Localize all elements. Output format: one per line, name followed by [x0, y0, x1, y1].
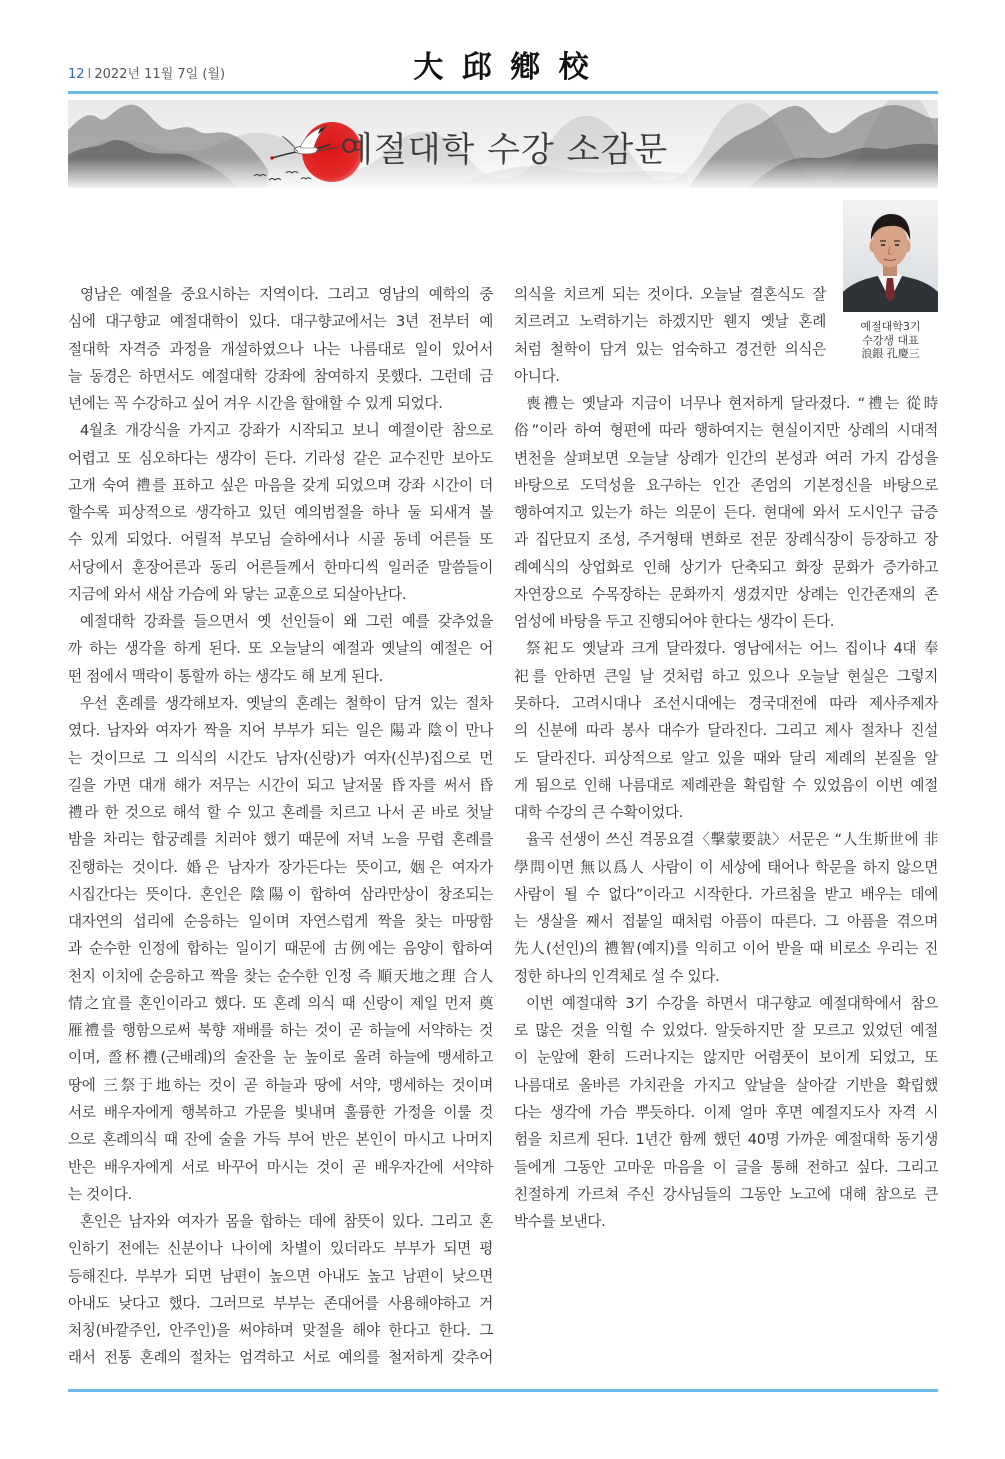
- article-line: 고개 숙여 禮를 표하고 싶은 마음을 갖게 되었으며 강좌 시간이 더: [68, 476, 493, 494]
- article-line: 俗”이라 하여 형편에 따라 행하여지는 현실이지만 상례의 시대적: [514, 422, 938, 440]
- article-left-column: [68, 281, 493, 1372]
- article-line: 學問이면 無以爲人 사람이 이 세상에 태어나 학문을 하지 않으면: [514, 858, 938, 876]
- article-line: 래서 전통 혼례의 절차는 엄격하고 서로 예의를 철저하게 갖추어: [68, 1349, 493, 1367]
- newspaper-masthead: 大 邱 鄕 校: [413, 50, 593, 85]
- article-line: 반은 배우자에게 서로 바꾸어 마시는 것이 곧 배우자간에 서약하: [68, 1158, 493, 1176]
- article-line: 바탕으로 도덕성을 요구하는 인간 존엄의 기본정신을 바탕으로: [514, 476, 938, 494]
- article-line: 다는 생각에 가슴 뿌듯하다. 이제 얼마 후면 예절지도사 자격 시: [514, 1103, 938, 1121]
- article-line: 절대학 자격증 과정을 개설하였으나 나는 나름대로 일이 있어서: [68, 340, 493, 358]
- article-line: 예절대학 강좌를 들으면서 옛 선인들이 왜 그런 예를 갖추었을: [80, 613, 493, 631]
- article-line: 등해진다. 부부가 되면 남편이 높으면 아내도 높고 남편이 낮으면: [68, 1267, 493, 1285]
- article-line: 서당에서 훈장어른과 동리 어른들께서 한마디씩 일러준 말씀들이: [68, 558, 493, 576]
- article-paragraph: [514, 990, 938, 1235]
- article-line: 험을 치르게 된다. 1년간 함께 했던 40명 가까운 예절대학 동기생: [514, 1131, 938, 1149]
- article-line: 변천을 살펴보면 오늘날 상례가 인간의 본성과 여러 가지 감성을: [514, 449, 938, 467]
- article-line: 친절하게 가르쳐 주신 강사님들의 그동안 노고에 대해 참으로 큰: [514, 1185, 938, 1203]
- article-line: 치르려고 노력하기는 하겠지만 웬지 옛날 혼례: [514, 313, 826, 331]
- article-line: 서로 배우자에게 행복하고 가문을 빛내며 훌륭한 가정을 이룰 것: [68, 1103, 493, 1121]
- article-line: 대자연의 섭리에 순응하는 일이며 자연스럽게 짝을 찾는 마땅함: [68, 913, 493, 931]
- article-line: 의식을 치르게 되는 것이다. 오늘날 결혼식도 잘: [514, 286, 826, 303]
- article-line: 떤 점에서 맥락이 통할까 하는 생각도 해 보게 된다.: [68, 667, 384, 685]
- article-line: 처칭(바깥주인, 안주인)을 써야하며 맞절을 해야 한다고 한다. 그: [68, 1322, 493, 1340]
- article-line: 지금에 와서 새삼 가슴에 와 닿는 교훈으로 되살아난다.: [68, 585, 407, 603]
- article-line: 심에 대구향교 예절대학이 있다. 대구향교에서는 3년 전부터 예: [68, 313, 493, 331]
- article-line: 게 됨으로 인해 나름대로 제례관을 확립할 수 있었음이 이번 예절: [514, 776, 938, 794]
- article-line: 祭祀도 옛날과 크게 달라졌다. 영남에서는 어느 집이나 4대 奉: [526, 640, 938, 658]
- article-line: 시집간다는 뜻이다. 혼인은 陰陽이 합하여 삼라만상이 창조되는: [68, 885, 493, 903]
- article-line: 자연장으로 수목장하는 문화까지 생겼지만 상례는 인간존재의 존: [514, 585, 938, 603]
- article-line: 사람이 될 수 없다”이라고 시작한다. 가르침을 받고 배우는 데에: [514, 885, 938, 903]
- issue-date: 2022년 11월 7일 (월): [94, 67, 226, 82]
- article-line: 는 생살을 째서 접붙일 때처럼 아픔이 따른다. 그 아픔을 겪으며: [514, 913, 938, 931]
- article-line: 혼인은 남자와 여자가 몸을 합하는 데에 참뜻이 있다. 그리고 혼: [80, 1213, 493, 1231]
- article-line: 엄성에 바탕을 두고 진행되어야 한다는 생각이 든다.: [514, 613, 835, 631]
- footer-rule: [68, 1389, 938, 1392]
- article-paragraph: [514, 281, 938, 390]
- article-line: 로 많은 것을 익힐 수 있었다. 알듯하지만 잘 모르고 있었던 예절: [514, 1022, 938, 1040]
- article-line: 祀를 안하면 큰일 날 것처럼 하고 있으나 오늘날 현실은 그렇지: [514, 667, 938, 685]
- article-line: 대학 수강의 큰 수확이었다.: [514, 804, 684, 822]
- article-line: 으로 혼례의식 때 잔에 술을 가득 부어 반은 본인이 마시고 나머지: [68, 1131, 493, 1149]
- article-line: 들에게 그동안 고마운 마음을 이 글을 통해 전하고 싶다. 그리고: [514, 1158, 938, 1176]
- article-line: 영남은 예절을 중요시하는 지역이다. 그리고 영남의 예학의 중: [80, 286, 493, 303]
- article-line: 과 집단묘지 조성, 주거형태 변화로 전문 장례식장이 등장하고 장: [514, 531, 938, 549]
- article-line: 喪禮는 옛날과 지금이 너무나 현저하게 달라졌다. “禮는 從時: [526, 395, 938, 413]
- article-right-column: [514, 281, 938, 1235]
- article-paragraph: [514, 635, 938, 826]
- article-line: 아니다.: [514, 367, 560, 385]
- header-separator: I: [87, 67, 92, 82]
- article-line: 나름대로 올바른 가치관을 가지고 앞날을 살아갈 기반을 확립했: [514, 1076, 938, 1094]
- article-line: 천지 이치에 순응하고 짝을 찾는 순수한 인정 즉 順天地之理 合人: [68, 967, 493, 985]
- issue-date-line: [68, 67, 225, 83]
- article-paragraph: [68, 281, 493, 417]
- article-line: 의 신분에 따라 봉사 대수가 달라진다. 그리고 제사 절차나 진설: [514, 722, 938, 740]
- article-paragraph: [68, 417, 493, 608]
- article-line: 先人(선인)의 禮智(예지)를 익히고 이어 받을 때 비로소 우리는 진: [514, 940, 938, 958]
- article-line: 길을 가면 대개 해가 저무는 시간이 되고 날저물 昏자를 써서 昏: [68, 776, 493, 794]
- article-line: 雁禮를 행함으로써 북향 재배를 하는 것이 곧 하늘에 서약하는 것: [68, 1022, 493, 1040]
- article-line: 할수록 피상적으로 생각하고 있던 예의범절을 하나 둘 되새겨 볼: [68, 504, 493, 522]
- article-line: 는 것이므로 그 의식의 시간도 남자(신랑)가 여자(신부)집으로 먼: [68, 749, 493, 767]
- article-paragraph: [68, 1208, 493, 1372]
- article-line: 년에는 꼭 수강하고 싶어 겨우 시간을 할애할 수 있게 되었다.: [68, 395, 443, 413]
- page-number: 12: [68, 67, 85, 82]
- article-line: 이 눈앞에 환히 드러나지는 않지만 어렴풋이 보이게 되었고, 또: [514, 1049, 938, 1067]
- article-line: 어렵고 또 심오하다는 생각이 든다. 기라성 같은 교수진만 보아도: [68, 449, 493, 467]
- article-line: 는 것이다.: [68, 1185, 132, 1203]
- article-line: 情之宜를 혼인이라고 했다. 또 혼례 의식 때 신랑이 제일 먼저 奠: [68, 994, 493, 1012]
- article-line: 율곡 선생이 쓰신 격몽요결〈擊蒙要訣〉서문은 “人生斯世에 非: [526, 831, 938, 849]
- article-line: 과 순수한 인정에 합하는 일이기 때문에 古例에는 음양이 합하여: [68, 940, 493, 958]
- article-line: 례예식의 상업화로 인해 상기가 단축되고 화장 문화가 증가하고: [514, 558, 938, 576]
- article-paragraph: [514, 390, 938, 635]
- article-line: 처럼 철학이 담겨 있는 엄숙하고 경건한 의식은: [514, 340, 826, 358]
- article-line: 박수를 보낸다.: [514, 1213, 606, 1231]
- article-line: 땅에 三祭于地하는 것이 곧 하늘과 땅에 서약, 맹세하는 것이며: [68, 1076, 493, 1094]
- article-line: 4월초 개강식을 가지고 강좌가 시작되고 보니 예절이란 참으로: [80, 422, 493, 440]
- article-line: 였다. 남자와 여자가 짝을 지어 부부가 되는 일은 陽과 陰이 만나: [68, 722, 493, 740]
- author-name: 浪銀 孔慶三: [861, 347, 920, 360]
- article-paragraph: [514, 826, 938, 990]
- article-line: 밤을 차리는 합궁례를 치러야 했기 때문에 저녁 노을 무렵 혼례를: [68, 831, 493, 849]
- article-line: 정한 하나의 인격체로 설 수 있다.: [514, 967, 720, 985]
- article-paragraph: [68, 608, 493, 690]
- article-line: 진행하는 것이다. 婚은 남자가 장가든다는 뜻이고, 姻은 여자가: [68, 858, 493, 876]
- article-line: 아내도 낮다고 했다. 그러므로 부부는 존대어를 사용해야하고 거: [68, 1294, 493, 1312]
- author-class: 예절대학3기: [860, 320, 921, 333]
- author-role: 수강생 대표: [862, 333, 919, 347]
- article-line: 禮라 한 것으로 해석 할 수 있고 혼례를 치르고 나서 곧 바로 첫날: [68, 804, 493, 822]
- article-line: 이번 예절대학 3기 수강을 하면서 대구향교 예절대학에서 참으: [526, 994, 938, 1012]
- article-line: 행하여지고 있는가 하는 의문이 든다. 현대에 와서 도시인구 급증: [514, 504, 938, 522]
- article-line: 못하다. 고려시대나 조선시대에는 경국대전에 따라 제사주제자: [514, 694, 938, 712]
- article-line: 수 있게 되었다. 어릴적 부모님 슬하에서나 시골 동네 어른들 또: [68, 531, 493, 549]
- article-line: 까 하는 생각을 하게 된다. 또 오늘날의 예절과 옛날의 예절은 어: [68, 640, 493, 658]
- article-line: 우선 혼례를 생각해보자. 옛날의 혼례는 철학이 담겨 있는 절차: [80, 694, 493, 712]
- article-line: 이며, 巹杯禮(근배례)의 술잔을 눈 높이로 올려 하늘에 맹세하고: [68, 1049, 493, 1067]
- article-title: 예절대학 수강 소감문: [340, 130, 669, 170]
- article-paragraph: [68, 690, 493, 1208]
- article-line: 인하기 전에는 신분이나 나이에 차별이 있더라도 부부가 되면 평: [68, 1240, 493, 1258]
- article-line: 늘 동경은 하면서도 예절대학 강좌에 참여하지 못했다. 그런데 금: [68, 367, 493, 385]
- article-line: 도 달라진다. 피상적으로 알고 있을 때와 달리 제례의 본질을 알: [514, 749, 938, 767]
- header-rule: [68, 91, 938, 94]
